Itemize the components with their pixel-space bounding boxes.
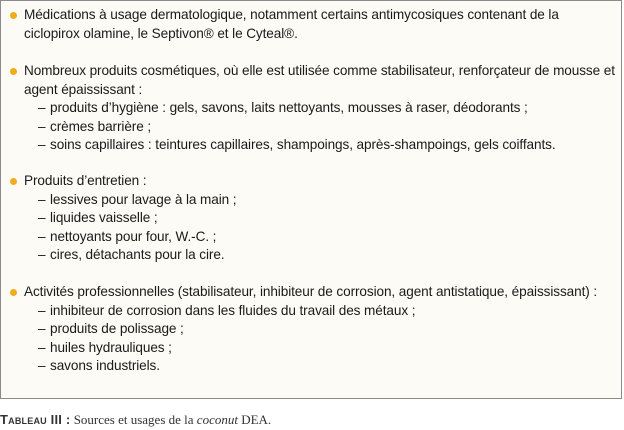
list-item — [9, 99, 615, 118]
section-lead-line — [9, 62, 615, 99]
dash-marker: – — [38, 247, 46, 262]
list-item — [9, 118, 615, 137]
dash-marker: – — [38, 100, 46, 115]
list-item — [9, 136, 615, 155]
list-item — [9, 191, 615, 210]
caption-text-after: DEA. — [237, 412, 272, 427]
list-item-text: savons industriels. — [50, 358, 160, 373]
dash-marker: – — [38, 358, 46, 373]
list-item-text: soins capillaires : teintures capillaires, shampoings, après-shampoings, gels coiffants. — [50, 137, 556, 152]
list-item — [9, 357, 615, 376]
sub-list — [9, 191, 615, 265]
list-item-text: produits d’hygiène : gels, savons, laits nettoyants, mousses à raser, déodorants ; — [50, 100, 528, 115]
section-professional-activities — [9, 283, 615, 376]
dash-marker: – — [38, 137, 46, 152]
section-lead: Activités professionnelles (stabilisateur, inhibiteur de corrosion, agent antistatique, épaississant) : — [24, 284, 598, 299]
list-item-text: cires, détachants pour la cire. — [50, 247, 225, 262]
dash-marker: – — [38, 210, 46, 225]
section-lead-line — [9, 283, 615, 302]
section-medications — [9, 6, 615, 43]
dash-marker: – — [38, 118, 46, 134]
dash-marker: – — [38, 321, 46, 336]
list-item-text: lessives pour lavage à la main ; — [50, 191, 237, 207]
dash-marker: – — [38, 339, 46, 355]
section-lead-line — [9, 172, 615, 191]
bullet-icon — [10, 12, 17, 19]
bullet-icon — [10, 68, 17, 75]
section-lead: Produits d’entretien : — [24, 173, 147, 188]
list-item-text: produits de polissage ; — [50, 321, 184, 336]
bullet-icon — [10, 178, 17, 185]
dash-marker: – — [38, 302, 46, 318]
caption-text-before: Sources et usages de la — [70, 412, 197, 427]
list-item-text: inhibiteur de corrosion dans les fluides du travail des métaux ; — [50, 302, 416, 318]
sub-list — [9, 302, 615, 376]
section-cleaning-products — [9, 172, 615, 265]
list-item — [9, 302, 615, 321]
list-item — [9, 228, 615, 247]
dash-marker: – — [38, 228, 46, 244]
section-lead: Médications à usage dermatologique, notamment certains antimycosiques contenant de la ciclopirox olamine, le Septivon® et le Cyteal®. — [24, 7, 559, 41]
list-item-text: liquides vaisselle ; — [50, 210, 158, 225]
list-item — [9, 246, 615, 265]
table-caption — [0, 412, 271, 428]
list-item — [9, 320, 615, 339]
section-cosmetics — [9, 62, 615, 155]
list-item-text: crèmes barrière ; — [50, 118, 152, 134]
bullet-icon — [10, 289, 17, 296]
list-item — [9, 209, 615, 228]
caption-label: Tableau III : — [0, 412, 71, 427]
dash-marker: – — [38, 191, 46, 207]
section-lead: Nombreux produits cosmétiques, où elle est utilisée comme stabilisateur, renforçateur de mousse et agent épaississant : — [24, 63, 615, 97]
list-item — [9, 339, 615, 358]
sub-list — [9, 99, 615, 155]
list-item-text: huiles hydrauliques ; — [50, 339, 172, 355]
caption-italic-term: coconut — [196, 412, 238, 427]
section-lead-line — [9, 6, 615, 43]
list-item-text: nettoyants pour four, W.-C. ; — [50, 228, 217, 244]
